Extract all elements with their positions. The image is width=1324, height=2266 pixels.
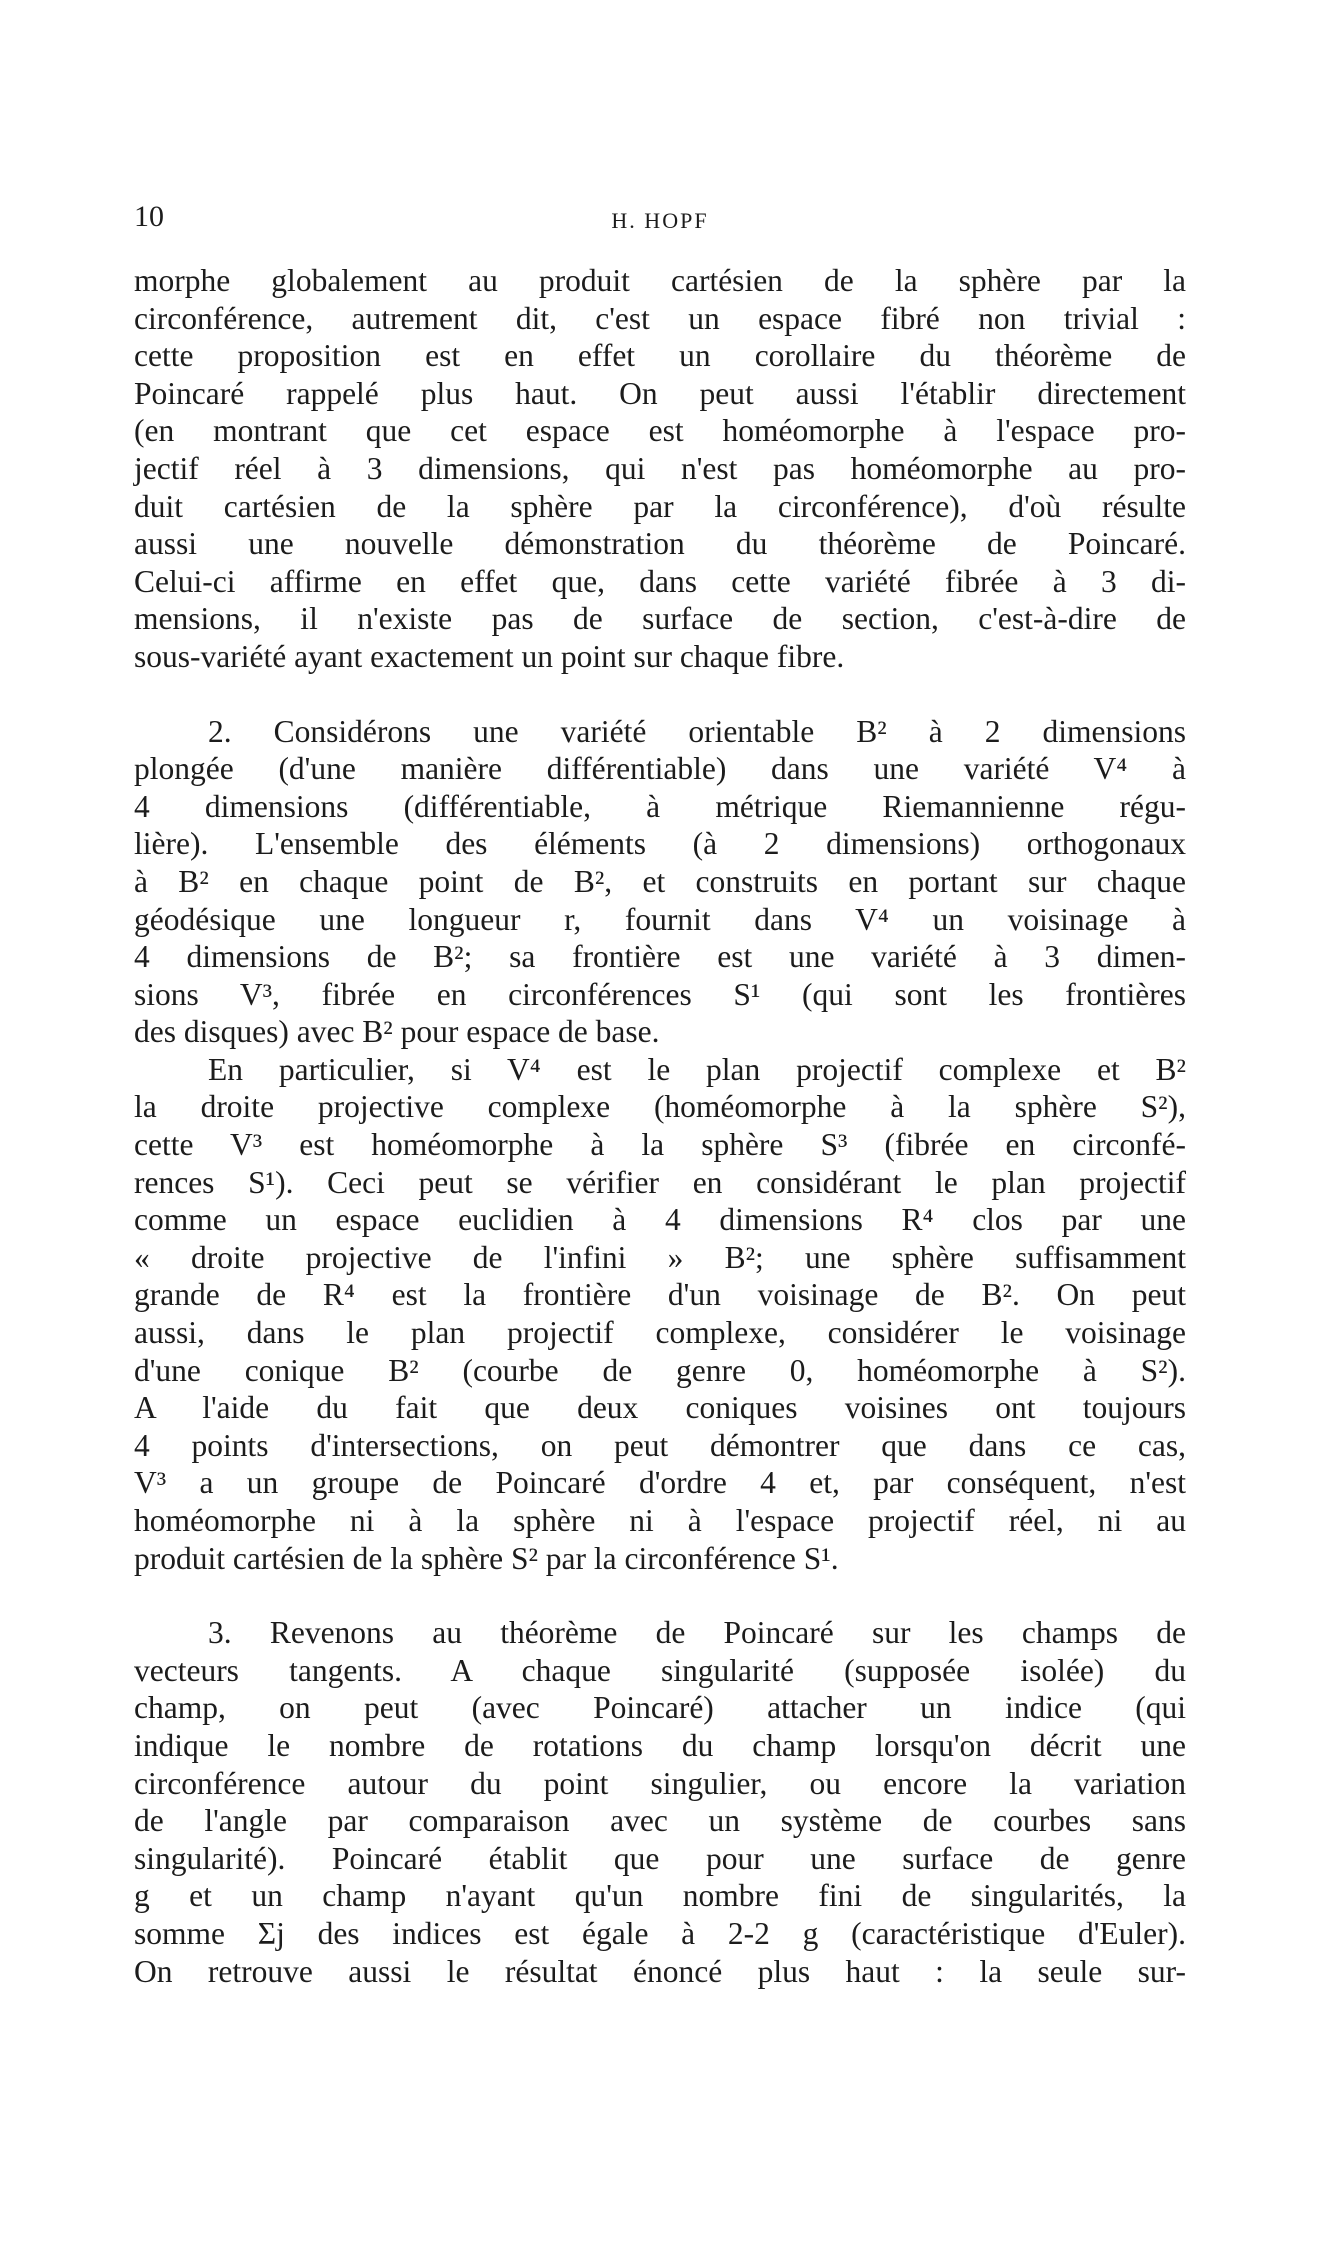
text-line: aussi, dans le plan projectif complexe, considérer le voisinage: [134, 1315, 1186, 1351]
text-line: sous-variété ayant exactement un point sur chaque fibre.: [134, 638, 845, 674]
text-line: jectif réel à 3 dimensions, qui n'est pas homéomorphe au pro-: [134, 450, 1186, 486]
text-line: A l'aide du fait que deux coniques voisines ont toujours: [134, 1390, 1186, 1426]
text-line: singularité). Poincaré établit que pour une surface de genre: [134, 1840, 1186, 1876]
text-line: morphe globalement au produit cartésien de la sphère par la: [134, 263, 1186, 298]
page-header: [134, 200, 1186, 240]
text-line: On retrouve aussi le résultat énoncé plus haut : la seule sur-: [134, 1953, 1186, 1989]
page-number: 10: [134, 200, 164, 233]
running-head: H. HOPF: [611, 208, 709, 233]
text-line: à B² en chaque point de B², et construits en portant sur chaque: [134, 863, 1186, 899]
text-line: (en montrant que cet espace est homéomorphe à l'espace pro-: [134, 413, 1186, 449]
text-line: d'une conique B² (courbe de genre 0, homéomorphe à S²).: [134, 1352, 1186, 1388]
text-line: 4 points d'intersections, on peut démontrer que dans ce cas,: [134, 1427, 1186, 1463]
text-line: 2. Considérons une variété orientable B² à 2 dimensions: [208, 713, 1186, 749]
text-line: 4 dimensions (différentiable, à métrique Riemannienne régu-: [134, 788, 1186, 824]
text-line: 3. Revenons au théorème de Poincaré sur les champs de: [208, 1615, 1186, 1651]
text-line: circonférence autour du point singulier, ou encore la variation: [134, 1765, 1186, 1801]
text-line: plongée (d'une manière différentiable) dans une variété V⁴ à: [134, 751, 1186, 787]
paragraph: [134, 1614, 1186, 1990]
text-line: g et un champ n'ayant qu'un nombre fini de singularités, la: [134, 1878, 1186, 1914]
text-line: Celui-ci affirme en effet que, dans cette variété fibrée à 3 di-: [134, 563, 1186, 599]
text-line: des disques) avec B² pour espace de base.: [134, 1014, 660, 1050]
text-line: la droite projective complexe (homéomorphe à la sphère S²),: [134, 1089, 1186, 1125]
text-line: cette V³ est homéomorphe à la sphère S³ (fibrée en circonfé-: [134, 1127, 1186, 1163]
text-line: Poincaré rappelé plus haut. On peut aussi l'établir directement: [134, 375, 1186, 411]
text-line: homéomorphe ni à la sphère ni à l'espace projectif réel, ni au: [134, 1503, 1186, 1538]
text-line: de l'angle par comparaison avec un système de courbes sans: [134, 1803, 1186, 1839]
text-line: somme Σj des indices est égale à 2-2 g (caractéristique d'Euler).: [134, 1915, 1186, 1951]
text-line: 4 dimensions de B²; sa frontière est une variété à 3 dimen-: [134, 939, 1186, 975]
paragraph: [134, 262, 1186, 676]
text-line: « droite projective de l'infini » B²; une sphère suffisamment: [134, 1239, 1186, 1275]
text-line: En particulier, si V⁴ est le plan projectif complexe et B²: [208, 1051, 1186, 1087]
text-line: V³ a un groupe de Poincaré d'ordre 4 et, par conséquent, n'est: [134, 1465, 1186, 1501]
text-line: sions V³, fibrée en circonférences S¹ (qui sont les frontières: [134, 976, 1186, 1012]
text-line: indique le nombre de rotations du champ lorsqu'on décrit une: [134, 1727, 1186, 1763]
paragraph: [134, 713, 1186, 1051]
text-line: comme un espace euclidien à 4 dimensions R⁴ clos par une: [134, 1202, 1186, 1238]
text-line: duit cartésien de la sphère par la circonférence), d'où résulte: [134, 488, 1186, 524]
text-line: champ, on peut (avec Poincaré) attacher un indice (qui: [134, 1690, 1186, 1726]
text-line: mensions, il n'existe pas de surface de section, c'est-à-dire de: [134, 601, 1186, 637]
text-line: produit cartésien de la sphère S² par la circonférence S¹.: [134, 1540, 839, 1576]
text-line: aussi une nouvelle démonstration du théorème de Poincaré.: [134, 526, 1186, 562]
paragraph: [134, 1051, 1186, 1577]
text-line: lière). L'ensemble des éléments (à 2 dimensions) orthogonaux: [134, 826, 1186, 862]
text-line: cette proposition est en effet un corollaire du théorème de: [134, 338, 1186, 374]
text-line: rences S¹). Ceci peut se vérifier en considérant le plan projectif: [134, 1164, 1186, 1200]
text-line: grande de R⁴ est la frontière d'un voisinage de B². On peut: [134, 1277, 1186, 1313]
body-text: [134, 262, 1186, 1990]
text-line: vecteurs tangents. A chaque singularité (supposée isolée) du: [134, 1652, 1186, 1688]
text-line: géodésique une longueur r, fournit dans V⁴ un voisinage à: [134, 901, 1186, 937]
text-line: circonférence, autrement dit, c'est un espace fibré non trivial :: [134, 300, 1186, 336]
